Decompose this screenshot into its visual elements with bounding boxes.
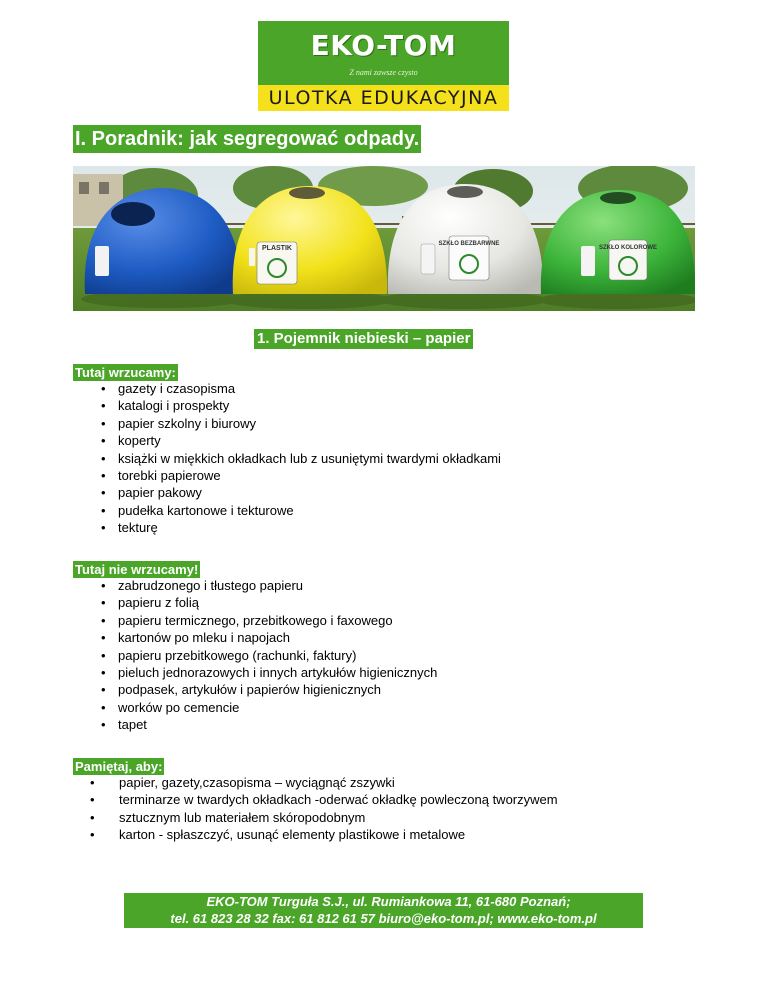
list-item: • terminarze w twardych okładkach -oderwać okładkę powleczoną tworzywem xyxy=(90,791,558,808)
logo-subtitle: ULOTKA EDUKACYJNA xyxy=(268,87,499,109)
footer-contact: tel. 61 823 28 32 fax: 61 812 61 57 biuro@eko-tom.pl; www.eko-tom.pl xyxy=(170,911,597,926)
bin-label-plastic: PLASTIK xyxy=(262,245,292,252)
bin-label-colored-glass: SZKŁO KOLOROWE xyxy=(599,245,657,251)
bin-heading: 1. Pojemnik niebieski – papier xyxy=(254,329,473,349)
logo-slogan: Z nami zawsze czysto xyxy=(349,68,418,77)
allowed-label: Tutaj wrzucamy: xyxy=(75,365,176,380)
list-item: • papieru przebitkowego (rachunki, faktury) xyxy=(101,647,437,664)
list-item: • papier szkolny i biurowy xyxy=(101,415,501,432)
forbidden-list xyxy=(101,577,437,734)
list-item: • torebki papierowe xyxy=(101,467,501,484)
allowed-list xyxy=(101,380,501,537)
list-item: • papieru termicznego, przebitkowego i faxowego xyxy=(101,612,437,629)
list-item: • papier, gazety,czasopisma – wyciągnąć zszywki xyxy=(90,774,558,791)
list-item: • gazety i czasopisma xyxy=(101,380,501,397)
remember-list xyxy=(90,774,558,844)
list-item: • sztucznym lub materiałem skóropodobnym xyxy=(90,809,558,826)
list-item: • koperty xyxy=(101,432,501,449)
section-title: I. Poradnik: jak segregować odpady. xyxy=(73,125,421,153)
list-item: • pudełka kartonowe i tekturowe xyxy=(101,502,501,519)
list-item: • podpasek, artykułów i papierów higienicznych xyxy=(101,681,437,698)
bin-label-clear-glass: SZKŁO BEZBARWNE xyxy=(438,241,500,247)
list-item: • książki w miękkich okładkach lub z usuniętymi twardymi okładkami xyxy=(101,450,501,467)
list-item: • zabrudzonego i tłustego papieru xyxy=(101,577,437,594)
list-item: • tapet xyxy=(101,716,437,733)
recycling-bins-photo xyxy=(73,166,695,311)
list-item: • pieluch jednorazowych i innych artykułów higienicznych xyxy=(101,664,437,681)
contact-footer xyxy=(124,893,643,928)
company-logo xyxy=(258,21,509,111)
list-item: • worków po cemencie xyxy=(101,699,437,716)
list-item: • tekturę xyxy=(101,519,501,536)
forbidden-label: Tutaj nie wrzucamy! xyxy=(75,562,199,577)
list-item: • papieru z folią xyxy=(101,594,437,611)
remember-label: Pamiętaj, aby: xyxy=(75,759,163,774)
list-item: • karton - spłaszczyć, usunąć elementy plastikowe i metalowe xyxy=(90,826,558,843)
list-item: • papier pakowy xyxy=(101,484,501,501)
list-item: • katalogi i prospekty xyxy=(101,397,501,414)
list-item: • kartonów po mleku i napojach xyxy=(101,629,437,646)
logo-title: EKO-TOM xyxy=(310,29,457,62)
footer-address: EKO-TOM Turguła S.J., ul. Rumiankowa 11, 61-680 Poznań; xyxy=(206,894,571,909)
